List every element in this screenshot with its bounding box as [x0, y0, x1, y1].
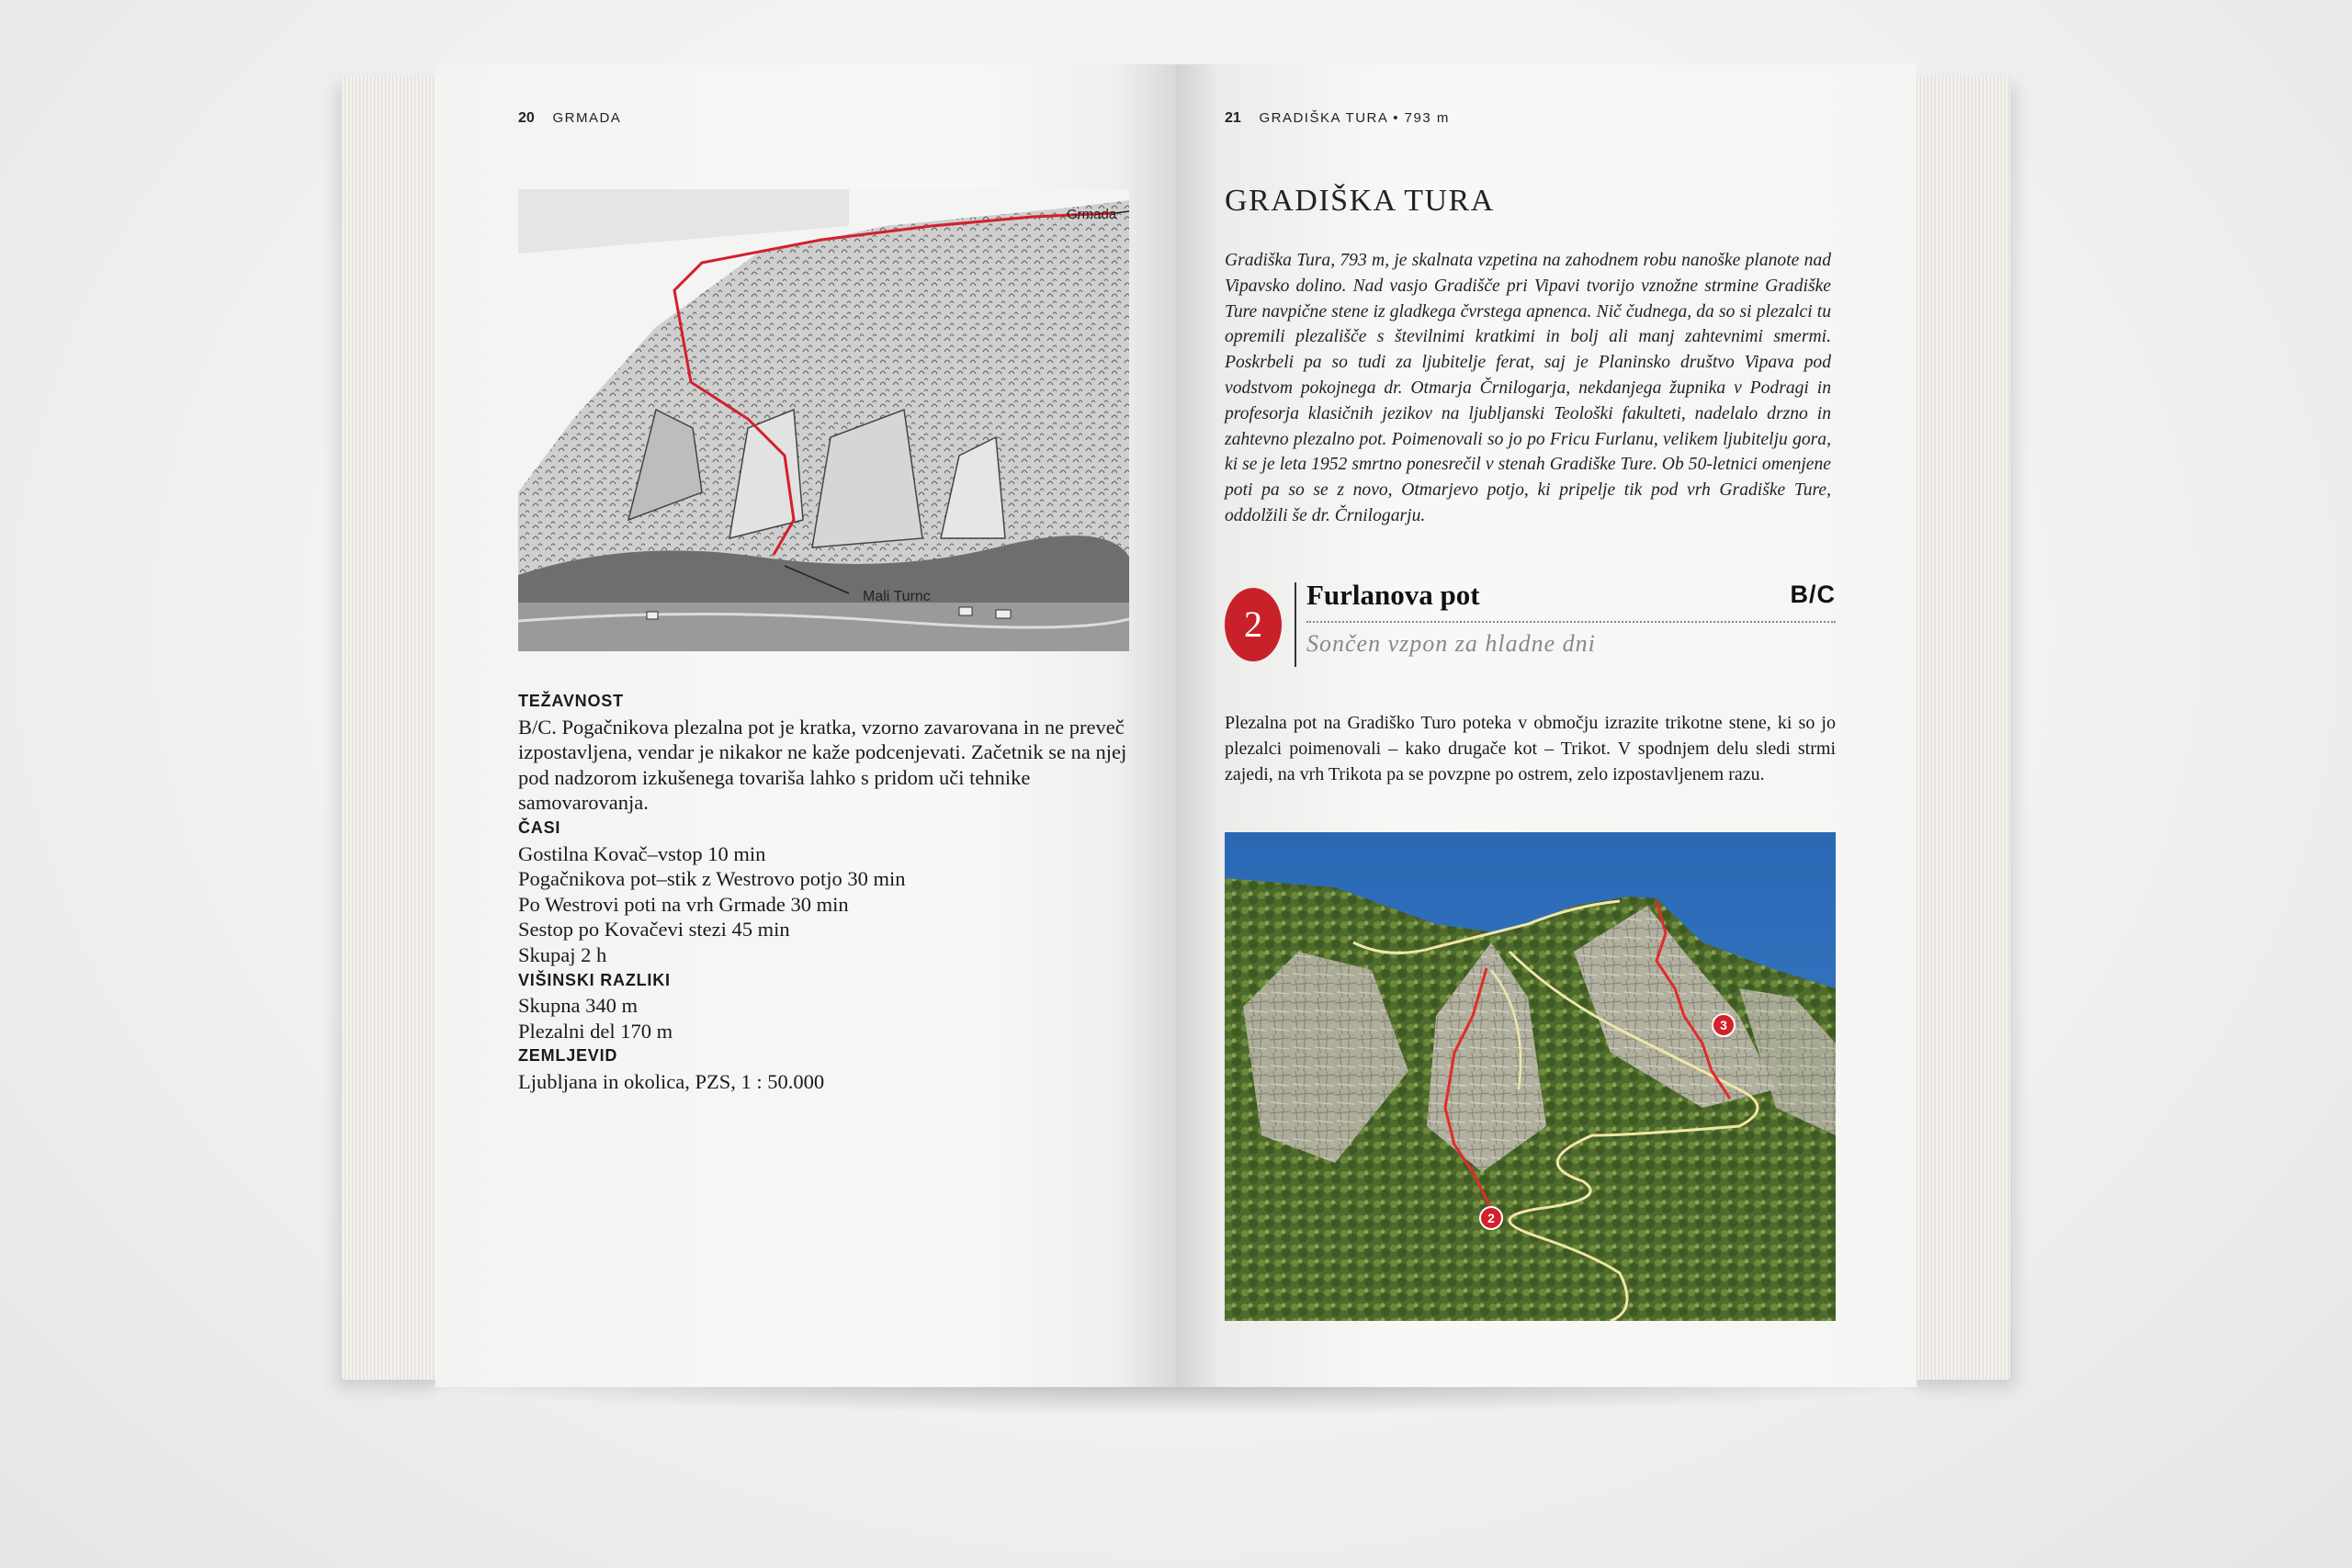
page-edges-right: [1909, 75, 2010, 1380]
photo-marker-3-label: 3: [1720, 1018, 1727, 1032]
left-running-title: GRMADA: [552, 110, 622, 126]
left-page: [435, 64, 1176, 1387]
route-number-badge: 2: [1225, 588, 1282, 661]
time-item: Gostilna Kovač–vstop 10 min: [518, 841, 766, 865]
route-name: Furlanova pot: [1306, 579, 1480, 611]
route-info: [518, 689, 1143, 1095]
route-description: Plezalna pot na Gradiško Turo poteka v območju izrazite trikotne stene, ki so jo plezalci poimenovali – kako drugače kot – Trikot. V spodnjem delu sledi strmi zajedi, na vrh Trikota pa se povzpne po ostrem, zelo izpostavljenem razu.: [1225, 713, 1836, 784]
label-grmada: Grmada: [1067, 207, 1117, 222]
time-item: Pogačnikova pot–stik z Westrovo potjo 30 min: [518, 867, 906, 891]
height-item: Plezalni del 170 m: [518, 1019, 673, 1043]
right-page: [1176, 64, 1917, 1387]
route-subtitle: Sončen vzpon za hladne dni: [1306, 630, 1596, 657]
time-item: Skupaj 2 h: [518, 942, 607, 966]
chapter-title: GRADIŠKA TURA: [1225, 184, 1495, 218]
difficulty-label: TEŽAVNOST: [518, 692, 624, 710]
heights-label: VIŠINSKI RAZLIKI: [518, 970, 671, 989]
label-mali-turnc: Mali Turnc: [863, 589, 931, 604]
intro-paragraph: Gradiška Tura, 793 m, je skalnata vzpetina na zahodnem robu nanoške planote nad Vipavsko dolino. Nad vasjo Gradišče pri Vipavi tvorijo vznožne strmine Gradiške Ture navpične stene iz gladkega čvrstega apnenca. Nič čudnega, da so si plezalci tu opremili plezališče s številnimi kratkimi in bolj ali manj zahtevnimi smermi. Poskrbeli pa so tudi za ljubitelje ferat, saj je Planinsko društvo Vipava pod vodstvom pokojnega dr. Otmarja Črnilogarja, nekdanjega župnika v Podragi in profesorja klasičnih jezikov na ljubljanski Teološki fakulteti, nadelalo drzno in zahtevno plezalno pot. Poimenovali so jo po Fricu Furlanu, velikem ljubitelju gora, ki se je leta 1952 smrtno ponesrečil v stenah Gradiške Ture. Ob 50-letnici omenjene poti pa so se z novo, Otmarjevo potjo, ki pripelje tik pod vrh Gradiške Ture, oddolžili še dr. Črnilogarju.: [1225, 251, 1831, 525]
times-label: ČASI: [518, 818, 561, 837]
left-running-head: [518, 110, 621, 127]
route-grade: B/C: [1790, 581, 1836, 608]
right-running-title: GRADIŠKA TURA • 793 m: [1259, 110, 1450, 126]
right-running-head: [1225, 110, 1450, 127]
time-item: Sestop po Kovačevi stezi 45 min: [518, 918, 790, 942]
photo-marker-2-label: 2: [1487, 1211, 1495, 1225]
right-page-number: 21: [1225, 110, 1241, 126]
left-page-number: 20: [518, 110, 535, 126]
map-label: ZEMLJEVID: [518, 1046, 618, 1066]
page-edges-left: [342, 75, 443, 1380]
route-divider: [1295, 582, 1296, 667]
time-item: Po Westrovi poti na vrh Grmade 30 min: [518, 892, 849, 916]
height-item: Skupna 340 m: [518, 994, 639, 1018]
mountain-sketch: [518, 189, 1129, 651]
difficulty-text: B/C. Pogačnikova plezalna pot je kratka, vzorno zavarovana in ne preveč izpostavljena, vendar je nikakor ne kaže podcenjevati. Začetnik se na njej pod nadzorom izkušenega tovariša lahko s pridom uči tehnike samovarovanja.: [518, 715, 1127, 815]
map-text: Ljubljana in okolica, PZS, 1 : 50.000: [518, 1069, 825, 1093]
route-header: [1225, 579, 1836, 716]
dotted-rule: [1306, 621, 1836, 623]
route-photo: [1225, 832, 1836, 1321]
